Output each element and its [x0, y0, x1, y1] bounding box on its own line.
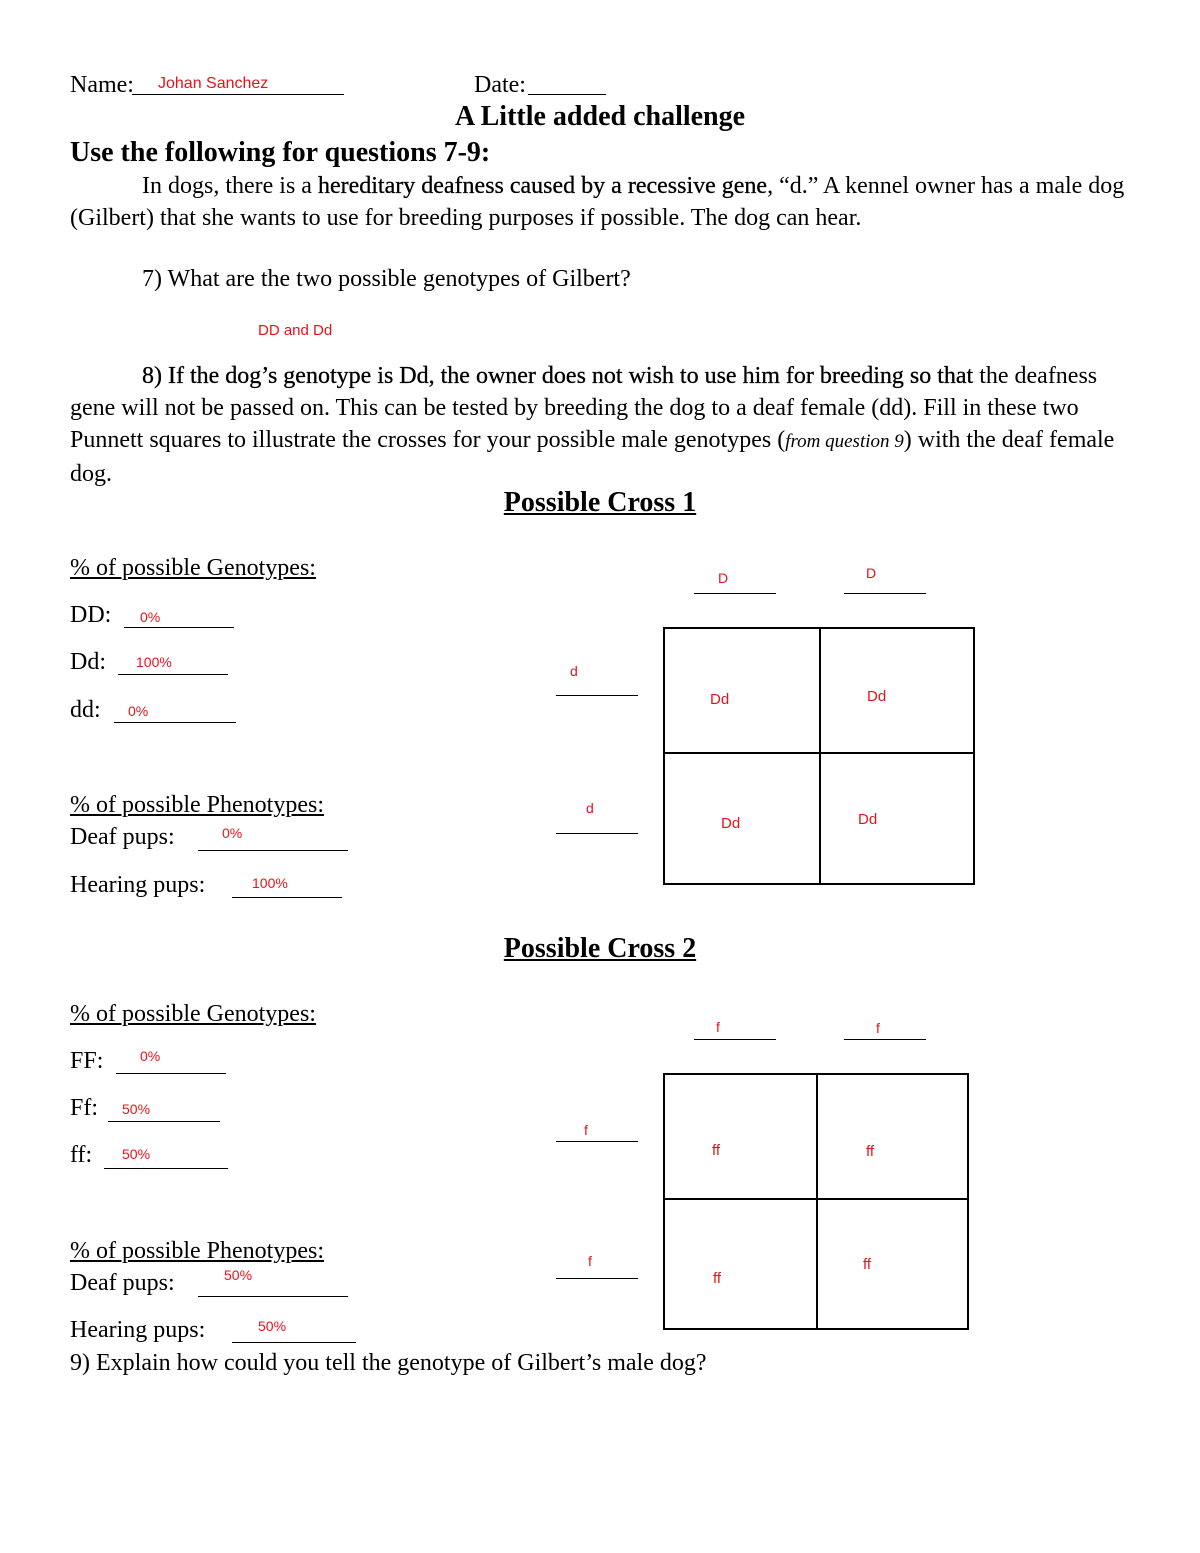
cross-1-top-allele[interactable]: D	[866, 565, 877, 581]
cross-2-phenotype-value[interactable]: 50%	[258, 1318, 287, 1334]
cross-1-top-allele[interactable]: D	[718, 570, 729, 586]
cross-1-phenotype-line	[232, 897, 342, 898]
intro-paragraph: In dogs, there is a hereditary deafness caused by a recessive gene, “d.” A kennel owner has a male dog (Gilbert) that she wants to use for breeding purposes if possible. The dog can hear.	[70, 173, 1125, 231]
question-7: 7) What are the two possible genotypes of Gilbert?	[142, 266, 631, 292]
question-7-answer[interactable]: DD and Dd	[258, 322, 333, 339]
cross-2-genotypes-heading: % of possible Genotypes:	[70, 1001, 316, 1027]
cross-1-cell[interactable]: Dd	[858, 811, 878, 828]
question-8-paragraph: 8) If the dog’s genotype is Dd, the owner does not wish to use him for breeding so that the deafness gene will not be passed on. This can be tested by breeding the dog to a deaf female (dd). Fill in these two Punnett squares to illustrate the crosses for your possible male genotypes (from question 9) with the deaf female dog.	[70, 363, 1115, 487]
cross-1-cell[interactable]: Dd	[721, 815, 741, 832]
cross-1-phenotypes-heading: % of possible Phenotypes:	[70, 792, 324, 818]
cross-2-phenotype-line	[232, 1342, 356, 1343]
cross-1-side-allele[interactable]: d	[570, 663, 578, 679]
page-title: A Little added challenge	[454, 101, 746, 132]
cross-1-top-allele-line	[694, 593, 776, 594]
cross-2-genotype-label-ff-het: Ff:	[70, 1095, 99, 1121]
date-label: Date:	[474, 72, 526, 98]
section-subtitle: Use the following for questions 7-9:	[70, 137, 491, 168]
cross-1-punnett-square	[663, 627, 975, 885]
cross-1-genotype-label-dd-lower: dd:	[70, 697, 101, 723]
cross-1-genotype-value[interactable]: 100%	[136, 654, 172, 670]
cross-1-side-allele-line	[556, 833, 638, 834]
cross-1-genotype-line	[114, 722, 236, 723]
cross-2-phenotype-label-deaf: Deaf pups:	[70, 1270, 175, 1296]
cross-2-top-allele-line	[694, 1039, 776, 1040]
cross-1-title: Possible Cross 1	[503, 487, 697, 518]
cross-2-top-allele-line	[844, 1039, 926, 1040]
cross-2-genotype-line	[104, 1168, 228, 1169]
cross-1-genotype-label-dd-het: Dd:	[70, 649, 106, 675]
cross-1-side-allele[interactable]: d	[586, 800, 594, 816]
cross-1-genotype-line	[118, 674, 228, 675]
name-field-line	[132, 94, 344, 95]
cross-2-genotype-label-ff-upper: FF:	[70, 1048, 104, 1074]
name-field[interactable]: Johan Sanchez	[158, 75, 269, 92]
cross-2-title: Possible Cross 2	[503, 933, 697, 964]
cross-2-cell[interactable]: ff	[713, 1270, 722, 1287]
punnett-divider-vertical	[816, 1075, 818, 1328]
cross-2-genotype-value[interactable]: 50%	[122, 1101, 151, 1117]
cross-1-phenotype-label-hearing: Hearing pups:	[70, 872, 206, 898]
cross-2-genotype-line	[108, 1121, 220, 1122]
cross-2-top-allele[interactable]: f	[876, 1020, 880, 1036]
cross-1-cell[interactable]: Dd	[867, 688, 887, 705]
cross-2-side-allele-line	[556, 1141, 638, 1142]
cross-2-punnett-square	[663, 1073, 969, 1330]
cross-1-genotype-value[interactable]: 0%	[128, 703, 149, 719]
cross-1-cell[interactable]: Dd	[710, 691, 730, 708]
cross-1-phenotype-value[interactable]: 100%	[252, 875, 288, 891]
cross-2-side-allele[interactable]: f	[588, 1253, 592, 1269]
cross-2-genotype-value[interactable]: 0%	[140, 1048, 161, 1064]
punnett-divider-horizontal	[665, 1198, 967, 1200]
cross-2-side-allele[interactable]: f	[584, 1122, 588, 1138]
cross-1-genotype-label-dd-upper: DD:	[70, 602, 112, 628]
cross-2-genotype-value[interactable]: 50%	[122, 1146, 151, 1162]
cross-2-cell[interactable]: ff	[712, 1142, 721, 1159]
cross-1-side-allele-line	[556, 695, 638, 696]
name-label: Name:	[70, 72, 134, 98]
punnett-divider-horizontal	[665, 752, 973, 754]
cross-2-top-allele[interactable]: f	[716, 1019, 720, 1035]
cross-2-phenotypes-heading: % of possible Phenotypes:	[70, 1238, 324, 1264]
cross-2-genotype-label-ff-lower: ff:	[70, 1142, 93, 1168]
cross-2-phenotype-label-hearing: Hearing pups:	[70, 1317, 206, 1343]
cross-2-phenotype-line	[198, 1296, 348, 1297]
cross-1-phenotype-line	[198, 850, 348, 851]
date-field[interactable]	[528, 94, 606, 95]
cross-1-genotypes-heading: % of possible Genotypes:	[70, 555, 316, 581]
cross-1-top-allele-line	[844, 593, 926, 594]
cross-1-phenotype-label-deaf: Deaf pups:	[70, 824, 175, 850]
cross-1-genotype-line	[124, 627, 234, 628]
cross-2-cell[interactable]: ff	[863, 1256, 872, 1273]
cross-2-genotype-line	[116, 1073, 226, 1074]
cross-2-side-allele-line	[556, 1278, 638, 1279]
cross-1-genotype-value[interactable]: 0%	[140, 609, 161, 625]
punnett-divider-vertical	[819, 629, 821, 883]
cross-2-cell[interactable]: ff	[866, 1143, 875, 1160]
question-9: 9) Explain how could you tell the genotype of Gilbert’s male dog?	[70, 1350, 707, 1376]
cross-1-phenotype-value[interactable]: 0%	[222, 825, 243, 841]
cross-2-phenotype-value[interactable]: 50%	[224, 1267, 253, 1283]
